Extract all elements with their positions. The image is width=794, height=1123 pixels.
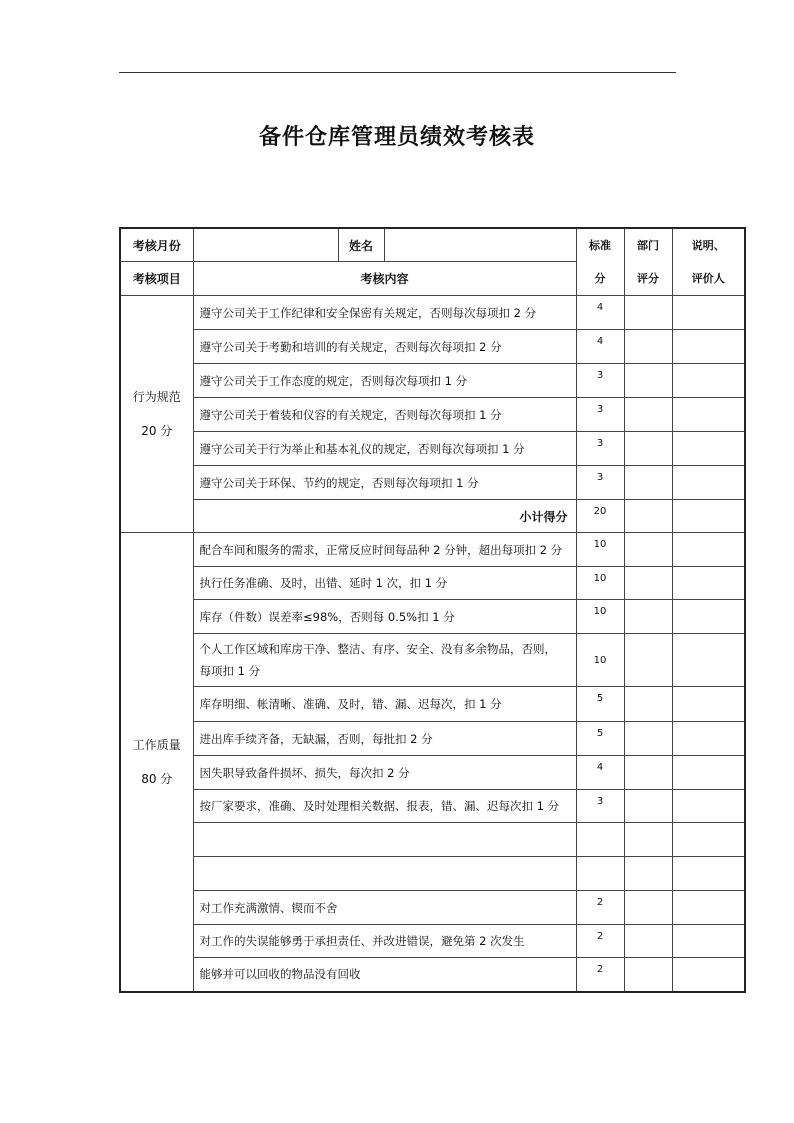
item-text: 遵守公司关于环保、节约的规定，否则每次每项扣 1 分 [193,466,576,500]
standard-score: 4 [576,756,624,790]
dept-score-cell[interactable] [624,958,672,992]
table-row [120,634,745,687]
dept-score-cell[interactable] [624,500,672,533]
standard-score: 2 [576,925,624,958]
table-row [120,958,745,992]
note-cell[interactable] [672,533,745,567]
note-cell[interactable] [672,891,745,925]
dept-score-header [624,228,672,296]
note-cell[interactable] [672,925,745,958]
item-text: 遵守公司关于着装和仪容的有关规定，否则每次每项扣 1 分 [193,398,576,432]
dept-score-cell[interactable] [624,600,672,634]
note-header-line2: 评价人 [691,272,725,285]
note-cell[interactable] [672,958,745,992]
subtotal-score: 20 [576,500,624,533]
month-value-cell[interactable] [193,228,338,262]
note-cell[interactable] [672,600,745,634]
item-text: 库存明细、帐清晰、准确、及时，错、漏、迟每次，扣 1 分 [193,687,576,722]
content-label: 考核内容 [193,262,576,296]
note-cell[interactable] [672,687,745,722]
dept-score-cell[interactable] [624,722,672,756]
table-row [120,364,745,398]
item-text: 按厂家要求，准确、及时处理相关数据、报表，错、漏、迟每次扣 1 分 [193,790,576,823]
assessment-table [119,227,746,993]
table-row [120,330,745,364]
dept-score-cell[interactable] [624,296,672,330]
dept-header-line1: 部门 [637,239,659,252]
item-text: 能够并可以回收的物品没有回收 [193,958,576,992]
table-row [120,398,745,432]
item-text[interactable] [193,823,576,857]
table-row-empty [120,823,745,857]
item-text-line2: 每项扣 1 分 [199,664,261,678]
section-points: 20 分 [141,424,173,438]
table-row [120,296,745,330]
table-row [120,925,745,958]
dept-score-cell[interactable] [624,364,672,398]
section-category-quality [120,533,193,992]
item-text: 遵守公司关于工作态度的规定，否则每次每项扣 1 分 [193,364,576,398]
table-row [120,600,745,634]
standard-score: 3 [576,790,624,823]
dept-score-cell[interactable] [624,756,672,790]
note-cell[interactable] [672,857,745,891]
top-rule [119,72,676,73]
item-text: 对工作充满激情、锲而不舍 [193,891,576,925]
item-text: 配合车间和服务的需求，正常反应时间每品种 2 分钟，超出每项扣 2 分 [193,533,576,567]
item-text: 执行任务准确、及时，出错、延时 1 次，扣 1 分 [193,567,576,600]
note-cell[interactable] [672,330,745,364]
section-name: 行为规范 [132,390,181,404]
table-row [120,533,745,567]
standard-score: 5 [576,722,624,756]
table-row [120,687,745,722]
item-text: 进出库手续齐备，无缺漏，否则，每批扣 2 分 [193,722,576,756]
note-cell[interactable] [672,432,745,466]
item-text-multiline [193,634,576,687]
standard-header-line1: 标准 [589,239,611,252]
standard-score: 10 [576,634,624,687]
standard-score-header [576,228,624,296]
item-text: 遵守公司关于行为举止和基本礼仪的规定，否则每次每项扣 1 分 [193,432,576,466]
dept-score-cell[interactable] [624,790,672,823]
dept-score-cell[interactable] [624,823,672,857]
table-row [120,790,745,823]
note-cell[interactable] [672,634,745,687]
note-cell[interactable] [672,567,745,600]
section-category-conduct [120,296,193,533]
note-cell[interactable] [672,466,745,500]
item-text: 遵守公司关于工作纪律和安全保密有关规定，否则每次每项扣 2 分 [193,296,576,330]
item-text: 库存（件数）误差率≤98%，否则每 0.5%扣 1 分 [193,600,576,634]
note-cell[interactable] [672,722,745,756]
table-row [120,722,745,756]
item-text: 因失职导致备件损坏、损失，每次扣 2 分 [193,756,576,790]
standard-score: 2 [576,958,624,992]
table-row-empty [120,857,745,891]
standard-score: 3 [576,432,624,466]
section-points: 80 分 [141,771,173,786]
standard-score: 4 [576,330,624,364]
note-header [672,228,745,296]
table-row [120,432,745,466]
standard-score[interactable] [576,857,624,891]
subtotal-row [120,500,745,533]
section-name: 工作质量 [132,737,181,752]
table-row [120,466,745,500]
standard-score: 4 [576,296,624,330]
standard-score: 5 [576,687,624,722]
month-label: 考核月份 [120,228,193,262]
dept-score-cell[interactable] [624,857,672,891]
page-title: 备件仓库管理员绩效考核表 [258,124,535,150]
dept-score-cell[interactable] [624,432,672,466]
standard-score[interactable] [576,823,624,857]
note-cell[interactable] [672,398,745,432]
standard-score: 10 [576,567,624,600]
project-label: 考核项目 [120,262,193,296]
standard-score: 10 [576,600,624,634]
standard-score: 3 [576,364,624,398]
note-cell[interactable] [672,500,745,533]
dept-score-cell[interactable] [624,398,672,432]
standard-score: 3 [576,466,624,500]
dept-score-cell[interactable] [624,330,672,364]
name-value-cell[interactable] [384,228,576,262]
standard-score: 2 [576,891,624,925]
standard-score: 3 [576,398,624,432]
note-cell[interactable] [672,756,745,790]
dept-score-cell[interactable] [624,891,672,925]
item-text: 对工作的失误能够勇于承担责任、并改进错误，避免第 2 次发生 [193,925,576,958]
item-text: 遵守公司关于考勤和培训的有关规定，否则每次每项扣 2 分 [193,330,576,364]
note-header-line1: 说明、 [691,239,725,252]
item-text-line1: 个人工作区域和库房干净、整洁、有序、安全、没有多余物品，否则， [199,642,556,656]
header-row-1 [120,228,745,262]
table-row [120,756,745,790]
note-cell[interactable] [672,823,745,857]
item-text[interactable] [193,857,576,891]
note-cell[interactable] [672,790,745,823]
standard-score: 10 [576,533,624,567]
subtotal-label: 小计得分 [193,500,576,533]
dept-header-line2: 评分 [637,272,659,285]
dept-score-cell[interactable] [624,925,672,958]
dept-score-cell[interactable] [624,634,672,687]
note-cell[interactable] [672,296,745,330]
dept-score-cell[interactable] [624,567,672,600]
name-label: 姓名 [338,228,384,262]
table-row [120,567,745,600]
table-row [120,891,745,925]
dept-score-cell[interactable] [624,533,672,567]
standard-header-line2: 分 [594,272,606,285]
dept-score-cell[interactable] [624,466,672,500]
dept-score-cell[interactable] [624,687,672,722]
note-cell[interactable] [672,364,745,398]
